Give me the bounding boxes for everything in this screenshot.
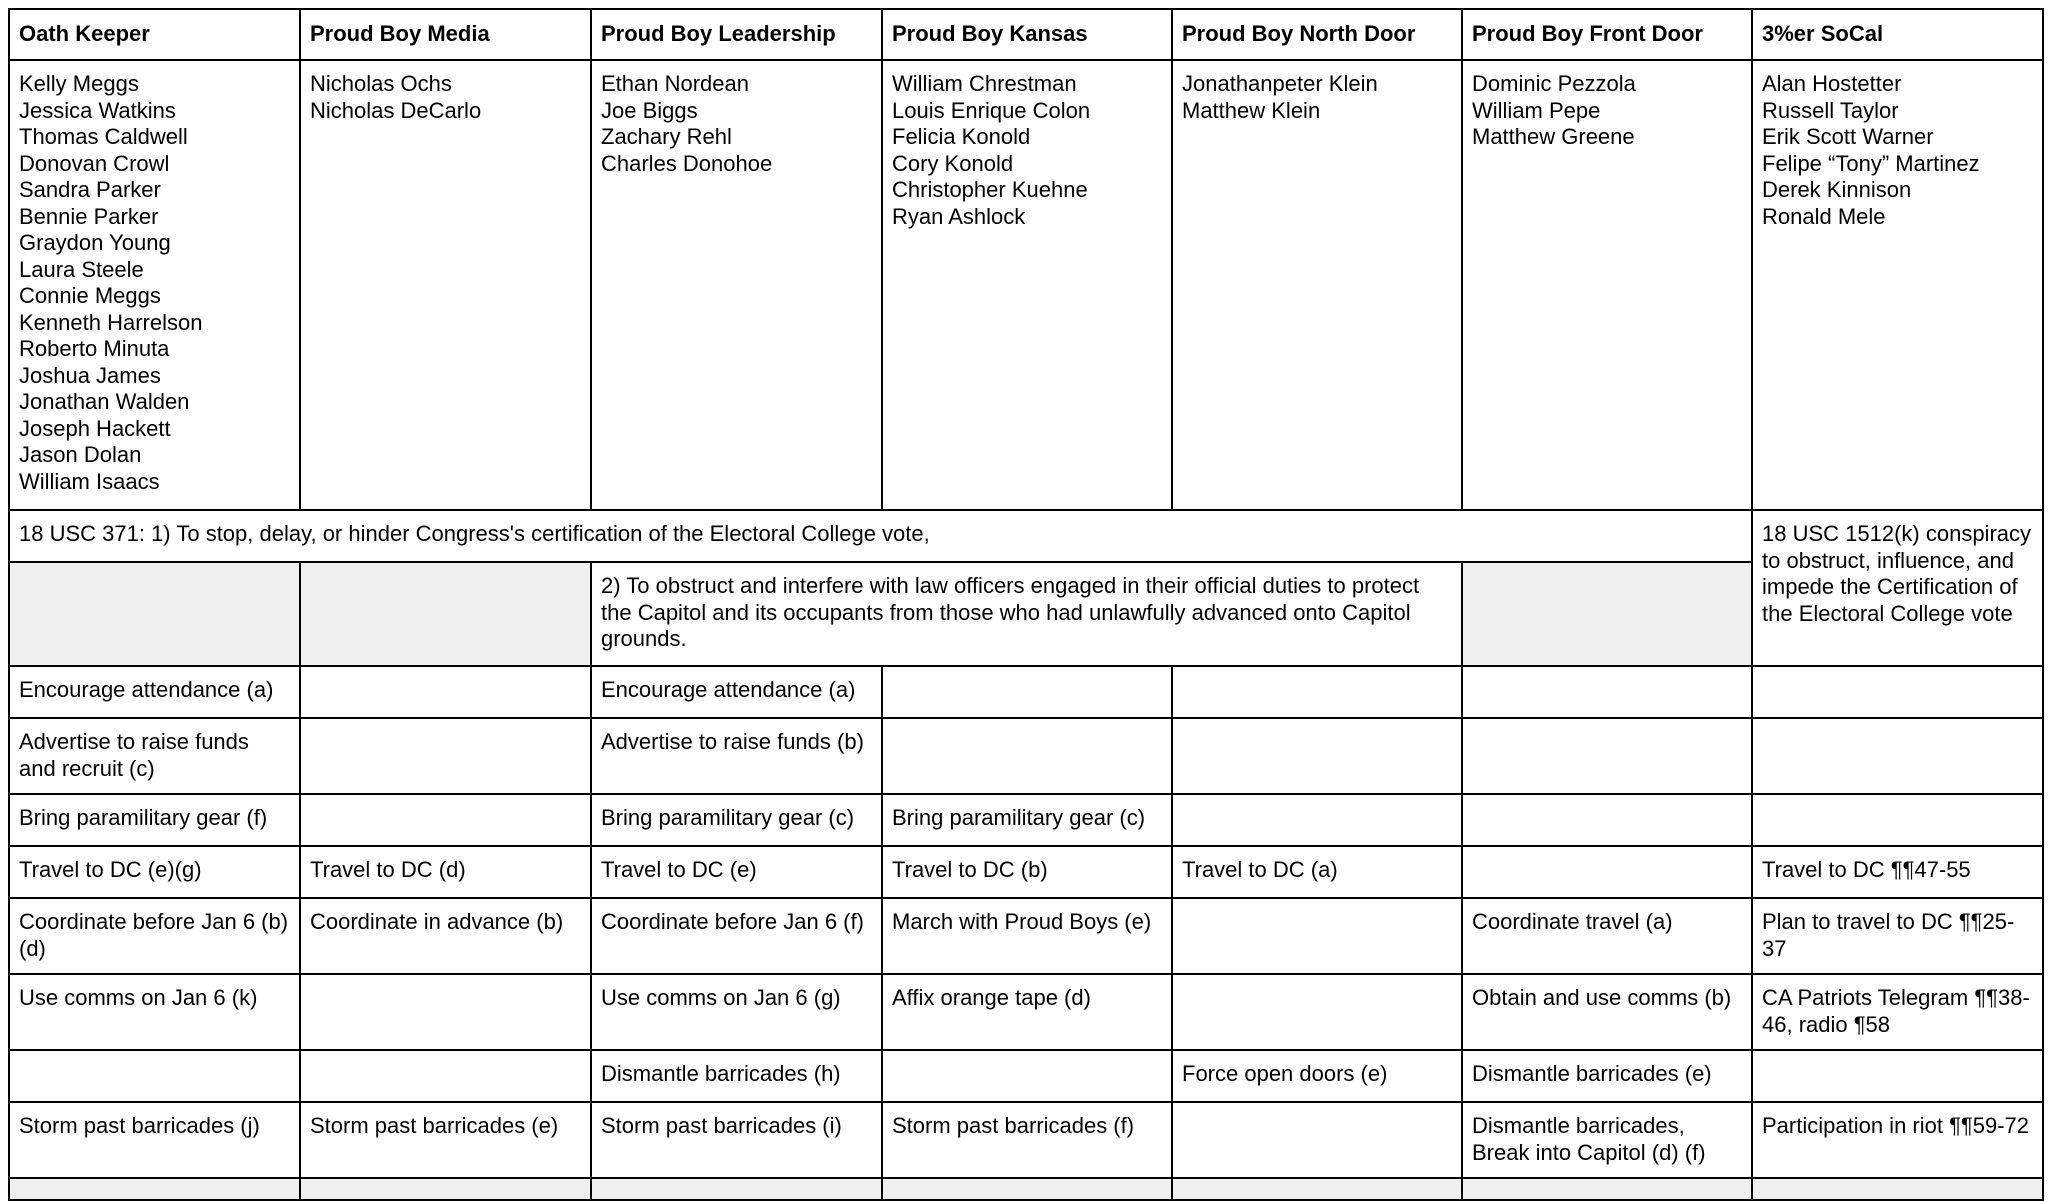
defendant-name: Felipe “Tony” Martinez	[1762, 150, 1980, 176]
charge-row-371-object-2	[9, 562, 2043, 666]
act-cell	[300, 718, 591, 794]
defendant-name: Jonathan Walden	[19, 389, 190, 414]
act-row	[9, 974, 2043, 1050]
conspiracy-comparison-table	[8, 8, 2044, 1201]
act-cell	[9, 1050, 300, 1102]
act-cell: Dismantle barricades (e)	[1462, 1050, 1752, 1102]
header-proud-boy-front-door: Proud Boy Front Door	[1462, 9, 1752, 60]
act-cell: Force open doors (e)	[1172, 1050, 1462, 1102]
act-cell	[1172, 1102, 1462, 1178]
act-cell	[300, 666, 591, 718]
act-cell	[1172, 898, 1462, 974]
names-proud-boy-kansas	[882, 60, 1172, 510]
act-cell	[1462, 718, 1752, 794]
defendant-name: Cory Konold	[892, 150, 1014, 176]
act-cell: Obtain and use comms (b)	[1462, 974, 1752, 1050]
defendant-name: William Pepe	[1472, 97, 1601, 123]
shaded-cell	[300, 1178, 591, 1200]
defendant-name: Ryan Ashlock	[892, 203, 1026, 229]
charge-1512k: 18 USC 1512(k) conspiracy to obstruct, influence, and impede the Certification of the Electoral College vote	[1752, 510, 2043, 666]
act-cell: Bring paramilitary gear (c)	[882, 794, 1172, 846]
defendant-name: Kenneth Harrelson	[19, 309, 203, 335]
shaded-cell	[1752, 1178, 2043, 1200]
names-proud-boy-leadership	[591, 60, 882, 510]
act-cell: CA Patriots Telegram ¶¶38-46, radio ¶58	[1752, 974, 2043, 1050]
act-cell: Travel to DC (b)	[882, 846, 1172, 898]
names-proud-boy-front-door	[1462, 60, 1752, 510]
defendant-name: William Isaacs	[19, 468, 160, 494]
act-cell: Plan to travel to DC ¶¶25-37	[1752, 898, 2043, 974]
act-cell: Use comms on Jan 6 (k)	[9, 974, 300, 1050]
defendant-name: Graydon Young	[19, 230, 171, 255]
defendant-name: Donovan Crowl	[19, 150, 170, 176]
defendant-name: Bennie Parker	[19, 203, 159, 229]
act-cell	[882, 666, 1172, 718]
header-row	[9, 9, 2043, 60]
defendant-name: Joe Biggs	[601, 97, 698, 123]
defendant-name: Jonathanpeter Klein	[1182, 71, 1378, 96]
act-cell: Travel to DC ¶¶47-55	[1752, 846, 2043, 898]
act-cell: Coordinate before Jan 6 (b) (d)	[9, 898, 300, 974]
defendants-row	[9, 60, 2043, 510]
header-proud-boy-leadership: Proud Boy Leadership	[591, 9, 882, 60]
act-cell: Coordinate in advance (b)	[300, 898, 591, 974]
act-cell: Storm past barricades (j)	[9, 1102, 300, 1178]
charge-371-object-2: 2) To obstruct and interfere with law officers engaged in their official duties to protect the Capitol and its occupants from those who had unlawfully advanced onto Capitol grounds.	[591, 562, 1462, 666]
act-cell: Storm past barricades (e)	[300, 1102, 591, 1178]
defendant-name: Zachary Rehl	[601, 124, 732, 149]
defendant-name: Matthew Greene	[1472, 124, 1635, 149]
shaded-cell	[9, 1178, 300, 1200]
act-cell	[1172, 794, 1462, 846]
defendant-name: Felicia Konold	[892, 124, 1031, 149]
shaded-cell	[882, 1178, 1172, 1200]
defendant-name: Roberto Minuta	[19, 336, 170, 361]
act-cell: Dismantle barricades, Break into Capitol (d) (f)	[1462, 1102, 1752, 1178]
act-cell: Storm past barricades (i)	[591, 1102, 882, 1178]
act-cell: Use comms on Jan 6 (g)	[591, 974, 882, 1050]
act-cell: Participation in riot ¶¶59-72	[1752, 1102, 2043, 1178]
defendant-name: Louis Enrique Colon	[892, 97, 1091, 123]
act-cell	[1752, 1050, 2043, 1102]
defendant-name: Erik Scott Warner	[1762, 124, 1934, 149]
defendant-name: Russell Taylor	[1762, 97, 1899, 123]
defendant-name: Laura Steele	[19, 256, 144, 282]
act-cell	[1462, 794, 1752, 846]
defendant-name: Thomas Caldwell	[19, 124, 188, 149]
act-cell: Travel to DC (d)	[300, 846, 591, 898]
header-proud-boy-north-door: Proud Boy North Door	[1172, 9, 1462, 60]
defendant-name: Derek Kinnison	[1762, 177, 1912, 202]
act-row	[9, 1050, 2043, 1102]
header-oath-keeper: Oath Keeper	[9, 9, 300, 60]
charge-371-object-1: 18 USC 371: 1) To stop, delay, or hinder Congress's certification of the Electoral College vote,	[9, 510, 1752, 562]
defendant-name: Nicholas Ochs	[310, 71, 452, 96]
act-cell	[1752, 718, 2043, 794]
header-3er-socal: 3%er SoCal	[1752, 9, 2043, 60]
act-cell	[300, 794, 591, 846]
defendant-name: Sandra Parker	[19, 177, 161, 202]
shaded-cell	[1462, 562, 1752, 666]
defendant-name: William Chrestman	[892, 71, 1077, 96]
shaded-cell	[1172, 1178, 1462, 1200]
act-cell	[1172, 666, 1462, 718]
names-proud-boy-media	[300, 60, 591, 510]
shaded-cell	[591, 1178, 882, 1200]
defendant-name: Jessica Watkins	[19, 97, 176, 123]
act-row	[9, 898, 2043, 974]
defendant-name: Alan Hostetter	[1762, 71, 1902, 96]
act-row	[9, 794, 2043, 846]
act-row	[9, 666, 2043, 718]
act-cell: Encourage attendance (a)	[9, 666, 300, 718]
defendant-name: Christopher Kuehne	[892, 177, 1088, 202]
act-row	[9, 846, 2043, 898]
defendant-name: Ethan Nordean	[601, 71, 749, 96]
act-cell	[1172, 718, 1462, 794]
charge-row-371	[9, 510, 2043, 562]
act-cell: Travel to DC (a)	[1172, 846, 1462, 898]
act-cell: March with Proud Boys (e)	[882, 898, 1172, 974]
defendant-name: Connie Meggs	[19, 283, 161, 308]
act-cell: Storm past barricades (f)	[882, 1102, 1172, 1178]
act-cell	[1462, 666, 1752, 718]
act-cell	[1752, 666, 2043, 718]
defendant-name: Charles Donohoe	[601, 150, 773, 176]
act-cell	[300, 1050, 591, 1102]
shaded-cell	[1462, 1178, 1752, 1200]
act-cell	[300, 974, 591, 1050]
names-3er-socal	[1752, 60, 2043, 510]
act-cell	[882, 1050, 1172, 1102]
header-proud-boy-kansas: Proud Boy Kansas	[882, 9, 1172, 60]
act-cell: Affix orange tape (d)	[882, 974, 1172, 1050]
defendant-name: Kelly Meggs	[19, 71, 139, 96]
act-cell	[1462, 846, 1752, 898]
defendant-name: Jason Dolan	[19, 442, 142, 467]
act-cell: Advertise to raise funds (b)	[591, 718, 882, 794]
defendant-name: Ronald Mele	[1762, 203, 1886, 229]
act-cell: Encourage attendance (a)	[591, 666, 882, 718]
act-cell: Dismantle barricades (h)	[591, 1050, 882, 1102]
header-proud-boy-media: Proud Boy Media	[300, 9, 591, 60]
defendant-name: Joshua James	[19, 362, 161, 388]
names-proud-boy-north-door	[1172, 60, 1462, 510]
shaded-cell	[9, 562, 300, 666]
defendant-name: Matthew Klein	[1182, 97, 1321, 123]
names-oath-keeper	[9, 60, 300, 510]
act-row	[9, 718, 2043, 794]
act-cell: Travel to DC (e)(g)	[9, 846, 300, 898]
cut-off-row	[9, 1178, 2043, 1200]
act-cell: Bring paramilitary gear (f)	[9, 794, 300, 846]
act-cell: Coordinate before Jan 6 (f)	[591, 898, 882, 974]
act-cell	[882, 718, 1172, 794]
act-cell	[1752, 794, 2043, 846]
shaded-cell	[300, 562, 591, 666]
act-cell: Coordinate travel (a)	[1462, 898, 1752, 974]
defendant-name: Nicholas DeCarlo	[310, 97, 482, 123]
act-cell	[1172, 974, 1462, 1050]
act-cell: Travel to DC (e)	[591, 846, 882, 898]
act-row	[9, 1102, 2043, 1178]
defendant-name: Dominic Pezzola	[1472, 71, 1636, 96]
defendant-name: Joseph Hackett	[19, 415, 171, 441]
act-cell: Advertise to raise funds and recruit (c)	[9, 718, 300, 794]
act-cell: Bring paramilitary gear (c)	[591, 794, 882, 846]
